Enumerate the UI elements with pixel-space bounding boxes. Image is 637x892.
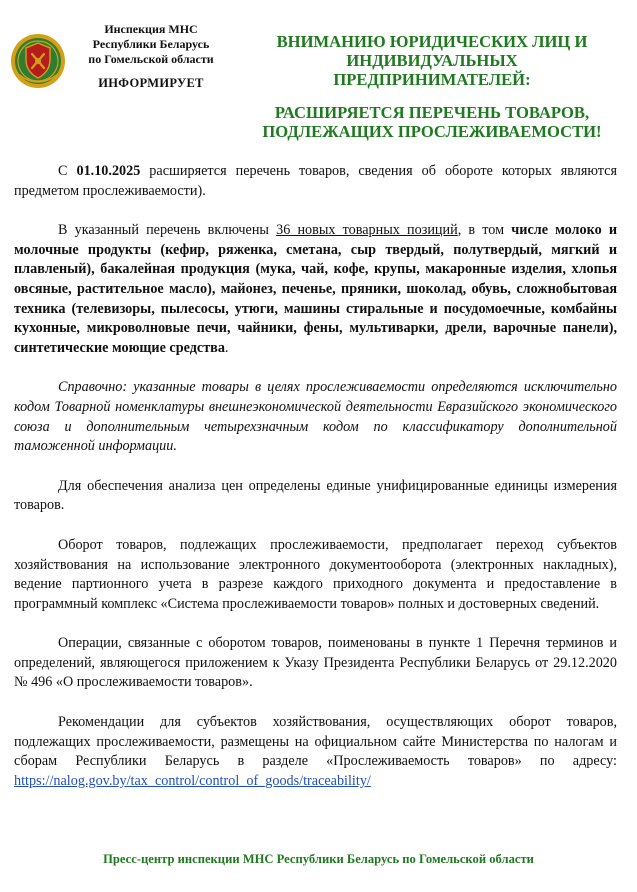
headline-line-1: ВНИМАНИЮ ЮРИДИЧЕСКИХ ЛИЦ И — [276, 32, 588, 51]
paragraph-effective-date — [14, 162, 617, 201]
press-center-footer: Пресс-центр инспекции МНС Республики Беларусь по Гомельской области — [103, 852, 534, 866]
organization-name — [74, 22, 228, 91]
headline-line-5: ПОДЛЕЖАЩИХ ПРОСЛЕЖИВАЕМОСТИ! — [262, 122, 602, 141]
article-body — [14, 162, 617, 811]
informs-label: ИНФОРМИРУЕТ — [98, 76, 204, 90]
new-positions-count: 36 новых товарных позиций — [276, 222, 458, 239]
p2-text-b: , в том — [457, 222, 512, 239]
headline — [236, 32, 628, 141]
p1-text-a: С — [58, 163, 77, 179]
headline-line-3: ПРЕДПРИНИМАТЕЛЕЙ: — [333, 70, 531, 89]
p7-text: Рекомендации для субъектов хозяйствования, осуществляющих оборот товаров, подлежащих прослеживаемости, размещены на официальном сайте Министерства по налогам и сборам Республики Беларусь в разделе «Прослеживаемость товаров» по адресу: — [14, 714, 617, 770]
paragraph-recommendations — [14, 713, 617, 791]
org-line-3: по Гомельской области — [88, 52, 214, 66]
org-line-2: Республики Беларусь — [92, 37, 210, 51]
headline-line-2: ИНДИВИДУАЛЬНЫХ — [346, 51, 518, 70]
goods-list: числе молоко и молочные продукты (кефир, ряженка, сметана, сыр твердый, полутвердый, мягкий и плавленый), бакалейная продукция (мука, чай, кофе, крупы, макаронные изделия, хлопья овсяные, растительное масло), майонез, печенье, пряники, шоколад, обувь, сложнобытовая техника (телевизоры, пылесосы, утюги, машины стиральные и посудомоечные, комбайны кухонные, микроволновые печи, чайники, фены, мультиварки, дрели, варочные панели), синтетические моющие средства — [14, 222, 618, 356]
p1-text-b: расширяется перечень товаров, сведения об обороте которых являются предметом прослеживаемости). — [14, 163, 617, 199]
tax-inspection-emblem-icon — [10, 30, 66, 92]
p2-text-c: . — [224, 339, 229, 356]
paragraph-edo: Оборот товаров, подлежащих прослеживаемости, предполагает переход субъектов хозяйствования на использование электронного документооборота (электронных накладных), ведение партионного учета в разрезе каждого приходного документа и предоставление в программный комплекс «Система прослеживаемости товаров» полных и достоверных сведений. — [14, 536, 617, 612]
headline-line-4: РАСШИРЯЕТСЯ ПЕРЕЧЕНЬ ТОВАРОВ, — [274, 103, 590, 122]
paragraph-reference-note: Справочно: указанные товары в целях прослеживаемости определяются исключительно кодом Товарной номенклатуры внешнеэкономической деятельности Евразийского экономического союза и дополнительным четырехзначным кодом по классификатору дополнительной таможенной информации. — [14, 379, 617, 455]
paragraph-goods-list — [14, 221, 617, 358]
paragraph-units: Для обеспечения анализа цен определены единые унифицированные единицы измерения товаров. — [14, 477, 617, 514]
traceability-link[interactable]: https://nalog.gov.by/tax_control/control_of_goods/traceability/ — [14, 772, 371, 789]
org-line-1: Инспекция МНС — [104, 22, 198, 36]
paragraph-operations: Операции, связанные с оборотом товаров, поименованы в пункте 1 Перечня терминов и определений, являющегося приложением к Указу Президента Республики Беларусь от 29.12.2020 № 496 «О прослеживаемости товаров». — [14, 635, 617, 691]
p2-text-a: В указанный перечень включены — [58, 222, 277, 239]
effective-date: 01.10.2025 — [76, 163, 141, 179]
